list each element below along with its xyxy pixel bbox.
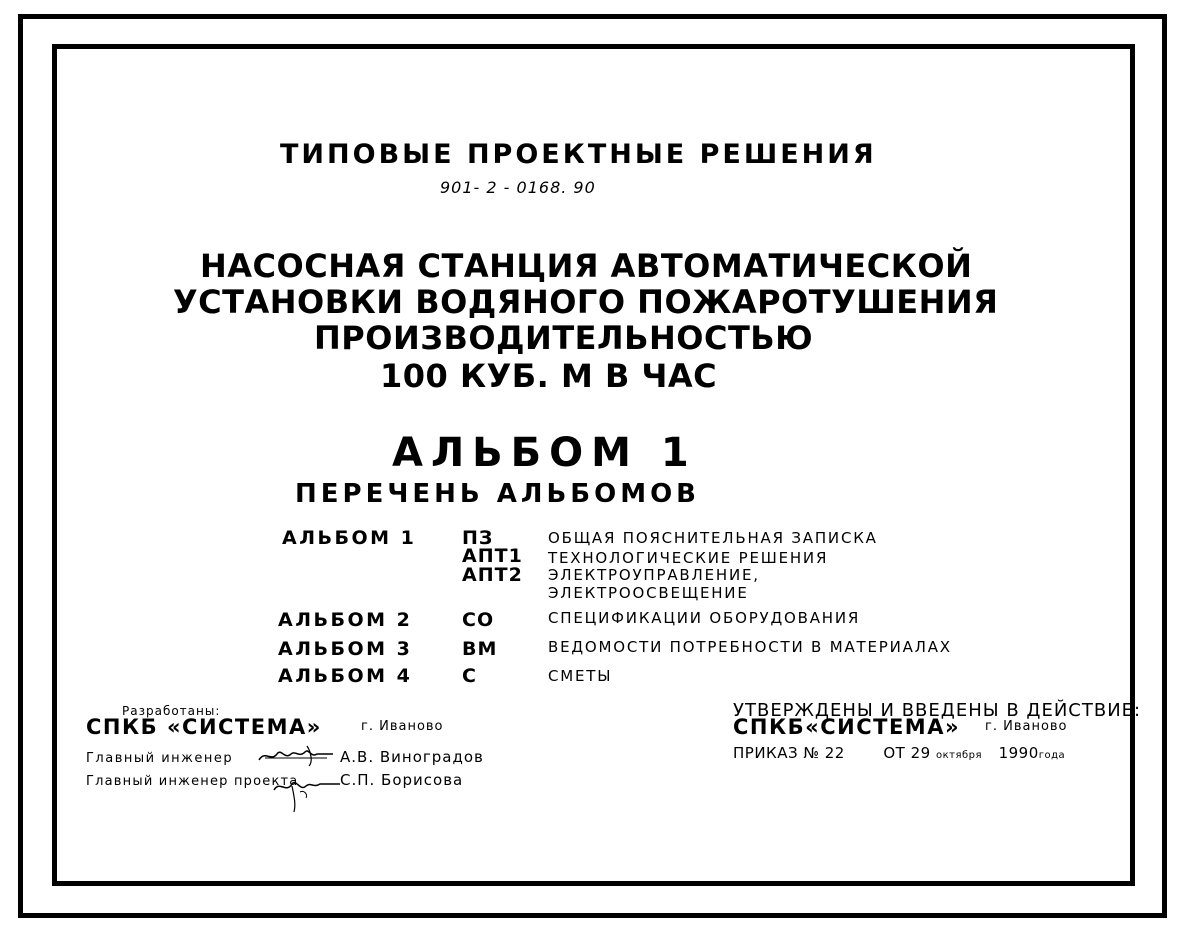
approval-city: г. Иваново [985, 719, 1068, 734]
album-list-heading: ПЕРЕЧЕНЬ АЛЬБОМОВ [295, 479, 700, 509]
album-3-description: ВЕДОМОСТИ ПОТРЕБНОСТИ В МАТЕРИАЛАХ [548, 638, 952, 656]
series-title: ТИПОВЫЕ ПРОЕКТНЫЕ РЕШЕНИЯ [280, 139, 877, 170]
project-title-line-3: ПРОИЗВОДИТЕЛЬНОСТЬЮ [314, 319, 814, 357]
order-year: 1990 [998, 744, 1039, 762]
approval-organization: СПКБ«СИСТЕМА» [733, 715, 961, 739]
order-year-suffix: года [1038, 750, 1066, 761]
album-1-code-pz: ПЗ [462, 527, 494, 549]
album-1-code-apt1: АПТ1 [462, 545, 523, 567]
album-1-label: АЛЬБОМ 1 [282, 527, 417, 549]
album-1-description-4: ЭЛЕКТРООСВЕЩЕНИЕ [548, 584, 749, 602]
chief-engineer-title: Главный инженер [86, 751, 234, 766]
album-4-code: С [462, 665, 477, 687]
project-chief-engineer-signature [270, 770, 344, 814]
album-4-label: АЛЬБОМ 4 [278, 665, 413, 687]
document-number: 901- 2 - 0168. 90 [440, 178, 596, 197]
order-number: ПРИКАЗ № 22 [733, 744, 845, 762]
album-4-description: СМЕТЫ [548, 667, 613, 685]
album-3-code: ВМ [462, 638, 498, 660]
album-1-description-3: ЭЛЕКТРОУПРАВЛЕНИЕ, [548, 566, 760, 584]
project-title-line-4: 100 КУБ. М В ЧАС [380, 357, 718, 395]
developer-label: Разработаны: [122, 704, 221, 718]
developer-city: г. Иваново [361, 719, 444, 734]
album-1-code-apt2: АПТ2 [462, 564, 523, 586]
approval-label: УТВЕРЖДЕНЫ И ВВЕДЕНЫ В ДЕЙСТВИЕ: [733, 700, 1142, 721]
album-1-description-1: ОБЩАЯ ПОЯСНИТЕЛЬНАЯ ЗАПИСКА [548, 529, 878, 547]
album-heading: АЛЬБОМ 1 [392, 430, 697, 476]
project-title-line-2: УСТАНОВКИ ВОДЯНОГО ПОЖАРОТУШЕНИЯ [173, 283, 999, 321]
album-2-description: СПЕЦИФИКАЦИИ ОБОРУДОВАНИЯ [548, 609, 861, 627]
approval-order-line [733, 746, 1065, 761]
album-1-description-2: ТЕХНОЛОГИЧЕСКИЕ РЕШЕНИЯ [548, 549, 829, 567]
project-title-line-1: НАСОСНАЯ СТАНЦИЯ АВТОМАТИЧЕСКОЙ [200, 247, 973, 285]
chief-engineer-signature [257, 742, 335, 768]
album-3-label: АЛЬБОМ 3 [278, 638, 413, 660]
project-chief-engineer-title: Главный инженер проекта [86, 774, 299, 789]
album-2-label: АЛЬБОМ 2 [278, 609, 413, 631]
developer-organization: СПКБ «СИСТЕМА» [86, 715, 322, 739]
order-date-from: ОТ 29 [883, 744, 931, 762]
album-2-code: СО [462, 609, 495, 631]
project-chief-engineer-name: С.П. Борисова [340, 771, 464, 789]
order-month: октября [935, 750, 982, 761]
chief-engineer-name: А.В. Виноградов [340, 748, 484, 766]
